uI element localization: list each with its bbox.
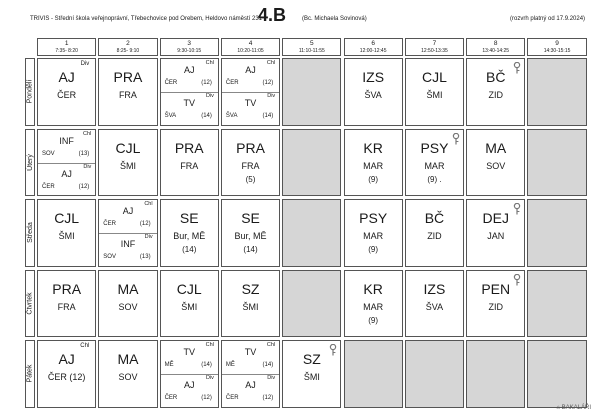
lesson [345, 130, 402, 196]
teacher: ZID [488, 90, 503, 100]
room: (5) [245, 174, 256, 184]
lesson [467, 130, 524, 196]
room: (12) [201, 80, 212, 86]
group-label: Chl [266, 60, 276, 66]
lesson-half [222, 59, 279, 93]
period-time: 10:20-11:05 [237, 48, 264, 54]
period-time: 9:30-10:15 [177, 48, 202, 54]
teacher: ŠMI [181, 301, 198, 312]
lesson [406, 59, 463, 125]
lesson [406, 200, 463, 266]
room: (14) [262, 113, 274, 119]
key-icon [329, 343, 337, 355]
valid-from: (rozvrh platný od 17.9.2024) [510, 16, 586, 22]
subject: AJ [58, 69, 75, 85]
room: (12) [139, 221, 151, 227]
subject: CJL [54, 210, 80, 226]
teacher: ŠMI [58, 231, 75, 241]
lesson [38, 271, 95, 337]
empty-slot [344, 340, 403, 408]
lesson-cell[interactable] [344, 199, 403, 267]
subject: KR [363, 139, 383, 156]
room: (9) . [427, 174, 442, 184]
lesson-cell[interactable] [160, 340, 219, 408]
day-name: Pátek [26, 364, 34, 383]
timetable-header [0, 0, 605, 40]
teacher: ŠVA [225, 113, 238, 119]
room: (14) [243, 245, 258, 254]
teacher: SOV [486, 160, 506, 171]
lesson-half [161, 92, 218, 125]
empty-slot [282, 270, 341, 338]
empty-slot [527, 270, 586, 338]
subject: AJ [183, 380, 195, 390]
room: (9) [368, 245, 379, 254]
lesson-cell[interactable] [466, 58, 525, 126]
class-teacher: (Bc. Michaela Sovinová) [302, 16, 367, 22]
period-number: 6 [371, 40, 375, 47]
subject: KR [363, 280, 383, 297]
lesson [345, 59, 402, 125]
lesson-cell[interactable] [221, 270, 280, 338]
bakalari-logo: ⌂ BAKALÁŘI [556, 405, 591, 411]
group-label: Chl [205, 342, 214, 348]
teacher: ŠMI [119, 160, 136, 171]
teacher: Bur, MĚ [173, 231, 206, 241]
lesson-cell[interactable] [37, 58, 96, 126]
room: (12) [262, 80, 274, 86]
day-label [25, 199, 35, 267]
lesson-half [222, 374, 279, 407]
lesson-cell[interactable] [37, 199, 96, 267]
teacher: SOV [42, 150, 55, 157]
lesson-cell[interactable] [160, 199, 219, 267]
period-time: 11:10-11:55 [298, 48, 325, 54]
room: (14) [201, 113, 212, 119]
lesson [222, 271, 279, 337]
teacher: MĚ [164, 362, 174, 368]
period-number: 7 [432, 40, 437, 47]
lesson-cell[interactable] [160, 58, 219, 126]
subject: PSY [359, 210, 388, 226]
period-number: 9 [555, 40, 559, 47]
day-name: Úterý [26, 153, 34, 171]
subject: SZ [241, 280, 260, 297]
subject: CJL [421, 69, 447, 85]
subject: MA [117, 280, 139, 297]
empty-slot [282, 199, 341, 267]
empty-slot [527, 58, 586, 126]
subject: TV [183, 98, 195, 108]
lesson-half [161, 374, 218, 407]
lesson-cell[interactable] [37, 129, 96, 197]
group-label: Chl [266, 342, 276, 348]
lesson-cell[interactable] [405, 270, 464, 338]
lesson-half [161, 341, 218, 375]
day-name: Čtvrtek [26, 292, 34, 315]
teacher: ČER [164, 395, 178, 401]
subject: INF [59, 135, 74, 146]
teacher: JAN [487, 231, 505, 241]
group-label: Div [267, 93, 276, 99]
period-time: 8:25- 9:10 [116, 48, 140, 54]
period-header [98, 38, 157, 56]
period-header [344, 38, 403, 56]
teacher: MAR [424, 160, 445, 171]
period-header [282, 38, 341, 56]
lesson-half [161, 59, 218, 93]
subject: BČ [486, 69, 506, 85]
teacher: MAR [363, 231, 384, 241]
lesson-cell[interactable] [405, 58, 464, 126]
lesson [38, 341, 95, 407]
period-header [160, 38, 219, 56]
lesson-cell[interactable] [344, 58, 403, 126]
teacher: FRA [57, 301, 76, 312]
key-icon [513, 61, 521, 73]
period-number: 3 [187, 40, 192, 47]
teacher: ČER [103, 221, 116, 227]
period-time: 12:00-12:45 [359, 48, 387, 54]
group-label: Div [80, 61, 90, 67]
lesson-cell[interactable] [466, 129, 525, 197]
lesson-half [222, 92, 279, 125]
teacher: ČER [164, 80, 178, 86]
lesson-cell[interactable] [160, 270, 219, 338]
lesson-half [38, 163, 95, 196]
subject: SE [179, 210, 199, 226]
lesson-cell[interactable] [98, 58, 157, 126]
group-label: Div [205, 93, 214, 99]
period-header [527, 38, 586, 56]
empty-slot [466, 340, 525, 408]
room: (14) [182, 245, 197, 254]
period-header [221, 38, 280, 56]
teacher: ŠVA [425, 301, 444, 312]
teacher: MĚ [225, 362, 235, 368]
timetable-grid [25, 38, 590, 413]
lesson-cell[interactable] [282, 340, 341, 408]
lesson-cell[interactable] [344, 270, 403, 338]
lesson-cell[interactable] [37, 340, 96, 408]
lesson [99, 130, 156, 196]
period-header [405, 38, 464, 56]
teacher: ČER (12) [47, 372, 86, 382]
subject: TV [244, 347, 257, 357]
lesson [222, 200, 279, 266]
lesson-half [38, 130, 95, 164]
room: (13) [78, 150, 90, 157]
teacher: ŠMI [242, 301, 259, 312]
teacher: ŠVA [164, 113, 177, 119]
lesson-cell[interactable] [98, 270, 157, 338]
room: (12) [201, 395, 212, 401]
lesson [38, 59, 95, 125]
period-time: 13:40-14:25 [482, 48, 510, 54]
key-icon [513, 202, 521, 214]
group-label: Chl [144, 201, 153, 207]
lesson-cell[interactable] [37, 270, 96, 338]
teacher: ZID [427, 231, 442, 241]
key-icon [513, 273, 521, 285]
subject: AJ [58, 351, 75, 367]
teacher: SOV [118, 372, 138, 382]
subject: CJL [176, 280, 202, 297]
period-header [466, 38, 525, 56]
period-number: 5 [310, 40, 314, 47]
group-label: Div [144, 234, 153, 240]
day-label [25, 340, 35, 408]
teacher: ČER [42, 183, 55, 190]
subject: PEN [481, 280, 511, 297]
lesson [345, 271, 402, 337]
subject: MA [117, 351, 139, 367]
lesson-cell[interactable] [466, 199, 525, 267]
lesson [345, 200, 402, 266]
subject: TV [183, 347, 195, 357]
room: (9) [368, 315, 379, 325]
teacher: MAR [363, 301, 384, 312]
group-label: Chl [83, 130, 92, 137]
teacher: SOV [118, 301, 138, 312]
empty-slot [527, 199, 586, 267]
lesson [99, 59, 156, 125]
lesson-cell[interactable] [344, 129, 403, 197]
lesson-cell[interactable] [405, 199, 464, 267]
lesson-half [222, 341, 279, 375]
subject: AJ [61, 168, 72, 179]
subject: SZ [302, 351, 321, 367]
period-time: 7:35- 8:20 [55, 48, 78, 54]
teacher: SOV [103, 254, 116, 260]
subject: DEJ [482, 210, 509, 226]
group-label: Div [267, 375, 276, 381]
subject: INF [120, 239, 136, 249]
subject: AJ [245, 65, 256, 75]
class-name: 4.B [258, 5, 287, 25]
period-time: 14:30-15:15 [543, 48, 571, 54]
lesson-cell[interactable] [98, 129, 157, 197]
teacher: ČER [225, 395, 239, 401]
teacher: ŠMI [303, 372, 320, 382]
lesson-half [99, 200, 156, 234]
empty-slot [527, 129, 586, 197]
subject: CJL [115, 139, 141, 156]
lesson [161, 200, 218, 266]
subject: MA [485, 139, 507, 156]
lesson [406, 271, 463, 337]
school-name: TRIVIS - Střední škola veřejnoprávní, Třebechovice pod Orebem, Heldovo náměstí 231 [30, 16, 263, 22]
lesson [99, 271, 156, 337]
subject: IZS [362, 69, 385, 85]
lesson-cell[interactable] [98, 340, 157, 408]
period-number: 8 [493, 40, 498, 47]
day-label [25, 58, 35, 126]
subject: PRA [113, 69, 143, 85]
subject: AJ [245, 380, 256, 390]
period-header [37, 38, 96, 56]
subject: PRA [52, 280, 82, 297]
subject: TV [244, 98, 257, 108]
subject: IZS [423, 280, 446, 297]
teacher: FRA [241, 160, 260, 171]
lesson-half [99, 233, 156, 266]
lesson-cell[interactable] [466, 270, 525, 338]
room: (9) [368, 174, 379, 184]
group-label: Div [83, 163, 92, 170]
day-name: Středa [26, 222, 34, 244]
lesson [161, 130, 218, 196]
period-number: 4 [248, 40, 253, 47]
subject: AJ [122, 206, 134, 216]
teacher: MAR [363, 160, 384, 171]
subject: AJ [183, 65, 195, 75]
lesson [161, 271, 218, 337]
lesson [222, 130, 279, 196]
period-number: 1 [64, 40, 69, 47]
teacher: ČER [225, 80, 239, 86]
day-label [25, 129, 35, 197]
teacher: Bur, MĚ [234, 231, 267, 241]
room: (13) [139, 254, 151, 260]
teacher: FRA [118, 90, 137, 100]
group-label: Chl [80, 343, 90, 349]
group-label: Div [205, 375, 214, 381]
subject: PSY [420, 139, 449, 156]
teacher: ŠMI [426, 90, 443, 100]
room: (14) [201, 362, 212, 368]
lesson-cell[interactable] [221, 129, 280, 197]
lesson [38, 200, 95, 266]
lesson-cell[interactable] [160, 129, 219, 197]
empty-slot [282, 129, 341, 197]
lesson-cell[interactable] [221, 340, 280, 408]
period-time: 12:50-13:35 [421, 48, 448, 54]
teacher: ZID [488, 301, 503, 312]
day-label [25, 270, 35, 338]
lesson-cell[interactable] [98, 199, 157, 267]
empty-slot [405, 340, 464, 408]
room: (12) [262, 395, 274, 401]
lesson [99, 341, 156, 407]
room: (12) [78, 183, 90, 190]
teacher: ŠVA [364, 90, 382, 100]
lesson-cell[interactable] [221, 58, 280, 126]
lesson-cell[interactable] [221, 199, 280, 267]
empty-slot [527, 340, 586, 408]
period-number: 2 [126, 40, 130, 47]
teacher: FRA [180, 160, 199, 171]
group-label: Chl [205, 60, 214, 66]
lesson-cell[interactable] [405, 129, 464, 197]
subject: PRA [174, 139, 204, 156]
empty-slot [282, 58, 341, 126]
room: (14) [262, 362, 274, 368]
subject: BČ [424, 210, 445, 226]
key-icon [452, 132, 460, 144]
teacher: ČER [57, 90, 77, 100]
day-name: Pondělí [26, 79, 34, 104]
subject: PRA [236, 139, 265, 156]
subject: SE [241, 210, 260, 226]
